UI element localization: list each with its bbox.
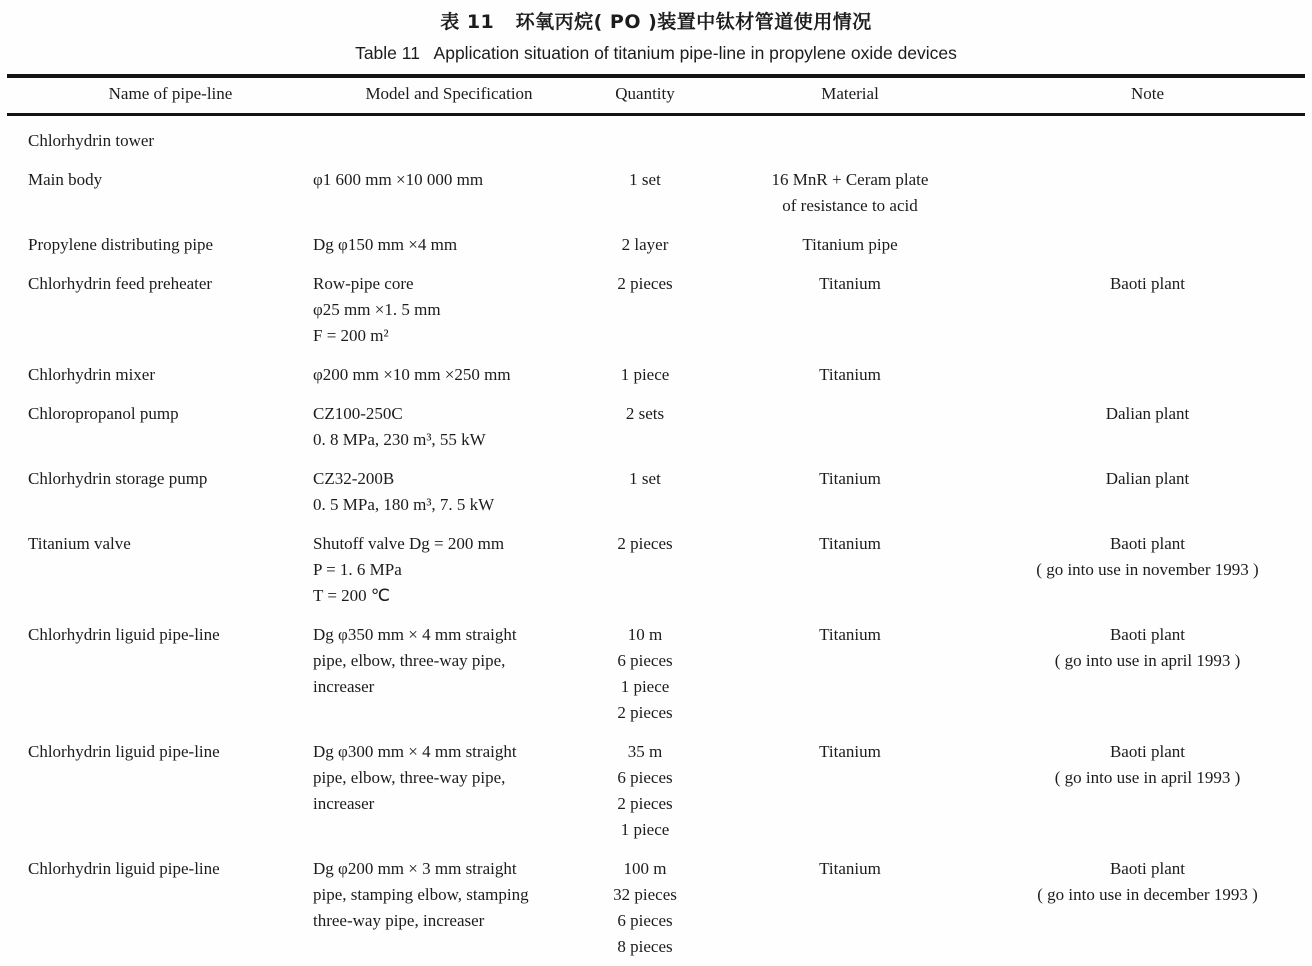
table-title-english: Table 11 Application situation of titanium pipe-line in propylene oxide devices (355, 43, 957, 63)
table-row (0, 856, 1312, 960)
column-header-material: Material (821, 84, 879, 103)
text-line: three-way pipe, increaser (313, 911, 485, 930)
text-line: Propylene distributing pipe (28, 235, 214, 254)
text-line: φ25 mm ×1. 5 mm (313, 300, 441, 319)
text-line: 1 piece (620, 677, 670, 696)
text-line: Baoti plant (1109, 534, 1186, 553)
note-cell (995, 167, 1300, 219)
text-line: 6 pieces (617, 651, 673, 670)
text-line: Baoti plant (1109, 274, 1186, 293)
text-line: Dg φ200 mm × 3 mm straight (313, 859, 517, 878)
name-cell (28, 622, 313, 726)
spec-cell (313, 271, 585, 349)
text-line: Shutoff valve Dg = 200 mm (313, 534, 505, 553)
spec-cell (313, 128, 585, 154)
text-line: ( go into use in april 1993 ) (1054, 651, 1241, 670)
material-cell (705, 622, 995, 726)
text-line: pipe, elbow, three-way pipe, (313, 651, 506, 670)
spec-cell (313, 531, 585, 609)
text-line: Dalian plant (1105, 404, 1190, 423)
qty-cell (585, 466, 705, 518)
text-line: P = 1. 6 MPa (313, 560, 402, 579)
text-line: Titanium (819, 469, 881, 488)
text-line: 8 pieces (617, 937, 673, 956)
qty-cell (585, 232, 705, 258)
table-row (0, 401, 1312, 453)
table-row (0, 232, 1312, 258)
table-row (0, 531, 1312, 609)
text-line: 1 set (629, 170, 661, 189)
spec-cell (313, 739, 585, 843)
text-line: Main body (28, 170, 103, 189)
table-row (0, 271, 1312, 349)
text-line: pipe, stamping elbow, stamping (313, 885, 529, 904)
table-row (0, 622, 1312, 726)
spec-cell (313, 401, 585, 453)
table-title-chinese: 表 11 环氧丙烷( PO )装置中钛材管道使用情况 (440, 11, 872, 33)
name-cell (28, 271, 313, 349)
text-line: CZ32-200B (313, 469, 395, 488)
spec-cell (313, 167, 585, 219)
text-line: Titanium (819, 625, 881, 644)
qty-cell (585, 271, 705, 349)
name-cell (28, 531, 313, 609)
material-cell (705, 739, 995, 843)
text-line: F = 200 m² (313, 326, 389, 345)
qty-cell (585, 362, 705, 388)
text-line: Row-pipe core (313, 274, 414, 293)
note-cell (995, 856, 1300, 960)
text-line: Titanium (819, 859, 881, 878)
text-line: Titanium pipe (802, 235, 898, 254)
note-cell (995, 466, 1300, 518)
text-line: Titanium (819, 742, 881, 761)
name-cell (28, 466, 313, 518)
column-header-note: Note (1130, 84, 1165, 103)
text-line: Dg φ300 mm × 4 mm straight (313, 742, 517, 761)
text-line: 2 pieces (617, 794, 673, 813)
text-line: 1 set (629, 469, 661, 488)
material-cell (705, 362, 995, 388)
table-row (0, 167, 1312, 219)
material-cell (705, 531, 995, 609)
text-line: Dg φ150 mm ×4 mm (313, 235, 458, 254)
material-cell (705, 232, 995, 258)
table-body (0, 116, 1312, 960)
text-line: Titanium (819, 534, 881, 553)
text-line: Baoti plant (1109, 625, 1186, 644)
table-header-row (0, 78, 1312, 113)
text-line: Chloropropanol pump (28, 404, 179, 423)
text-line: 0. 8 MPa, 230 m³, 55 kW (313, 430, 486, 449)
note-cell (995, 622, 1300, 726)
qty-cell (585, 401, 705, 453)
name-cell (28, 167, 313, 219)
material-cell (705, 401, 995, 453)
name-cell (28, 128, 313, 154)
table-row (0, 362, 1312, 388)
note-cell (995, 128, 1300, 154)
material-cell (705, 466, 995, 518)
text-line: 10 m (627, 625, 663, 644)
name-cell (28, 401, 313, 453)
text-line: ( go into use in december 1993 ) (1037, 885, 1258, 904)
text-line: 2 pieces (617, 703, 673, 722)
text-line: Dalian plant (1105, 469, 1190, 488)
text-line: 6 pieces (617, 911, 673, 930)
text-line: Chlorhydrin tower (28, 131, 155, 150)
name-cell (28, 739, 313, 843)
text-line: increaser (313, 677, 375, 696)
qty-cell (585, 739, 705, 843)
text-line: 32 pieces (613, 885, 677, 904)
text-line: ( go into use in november 1993 ) (1036, 560, 1259, 579)
note-cell (995, 739, 1300, 843)
text-line: ( go into use in april 1993 ) (1054, 768, 1241, 787)
text-line: Baoti plant (1109, 859, 1186, 878)
text-line: 100 m (623, 859, 667, 878)
note-cell (995, 271, 1300, 349)
text-line: Chlorhydrin storage pump (28, 469, 208, 488)
text-line: CZ100-250C (313, 404, 403, 423)
column-header-model-specification: Model and Specification (365, 84, 533, 103)
text-line: Chlorhydrin liguid pipe-line (28, 859, 220, 878)
text-line: 0. 5 MPa, 180 m³, 7. 5 kW (313, 495, 495, 514)
qty-cell (585, 856, 705, 960)
text-line: Titanium (819, 365, 881, 384)
text-line: Chlorhydrin liguid pipe-line (28, 742, 220, 761)
table-row (0, 466, 1312, 518)
note-cell (995, 401, 1300, 453)
text-line: 1 piece (620, 820, 670, 839)
text-line: φ1 600 mm ×10 000 mm (313, 170, 484, 189)
text-line: Dg φ350 mm × 4 mm straight (313, 625, 517, 644)
text-line: 2 sets (625, 404, 665, 423)
text-line: 2 pieces (617, 534, 673, 553)
material-cell (705, 128, 995, 154)
material-cell (705, 167, 995, 219)
text-line: 2 pieces (617, 274, 673, 293)
text-line: 6 pieces (617, 768, 673, 787)
name-cell (28, 232, 313, 258)
name-cell (28, 362, 313, 388)
qty-cell (585, 531, 705, 609)
text-line: φ200 mm ×10 mm ×250 mm (313, 365, 511, 384)
column-header-name: Name of pipe-line (108, 84, 233, 103)
text-line: 1 piece (620, 365, 670, 384)
material-cell (705, 271, 995, 349)
text-line: Titanium valve (28, 534, 131, 553)
material-cell (705, 856, 995, 960)
text-line: increaser (313, 794, 375, 813)
spec-cell (313, 362, 585, 388)
text-line: 35 m (627, 742, 663, 761)
text-line: 2 layer (621, 235, 669, 254)
spec-cell (313, 622, 585, 726)
qty-cell (585, 622, 705, 726)
qty-cell (585, 167, 705, 219)
text-line: Chlorhydrin liguid pipe-line (28, 625, 220, 644)
text-line: Chlorhydrin mixer (28, 365, 156, 384)
qty-cell (585, 128, 705, 154)
text-line: 16 MnR + Ceram plate (771, 170, 929, 189)
text-line: Chlorhydrin feed preheater (28, 274, 213, 293)
spec-cell (313, 232, 585, 258)
note-cell (995, 531, 1300, 609)
note-cell (995, 232, 1300, 258)
text-line: of resistance to acid (782, 196, 918, 215)
column-header-quantity: Quantity (615, 84, 675, 103)
spec-cell (313, 466, 585, 518)
text-line: Titanium (819, 274, 881, 293)
table-row (0, 128, 1312, 154)
spec-cell (313, 856, 585, 960)
name-cell (28, 856, 313, 960)
table-row (0, 739, 1312, 843)
note-cell (995, 362, 1300, 388)
text-line: Baoti plant (1109, 742, 1186, 761)
text-line: T = 200 ℃ (313, 586, 391, 605)
text-line: pipe, elbow, three-way pipe, (313, 768, 506, 787)
